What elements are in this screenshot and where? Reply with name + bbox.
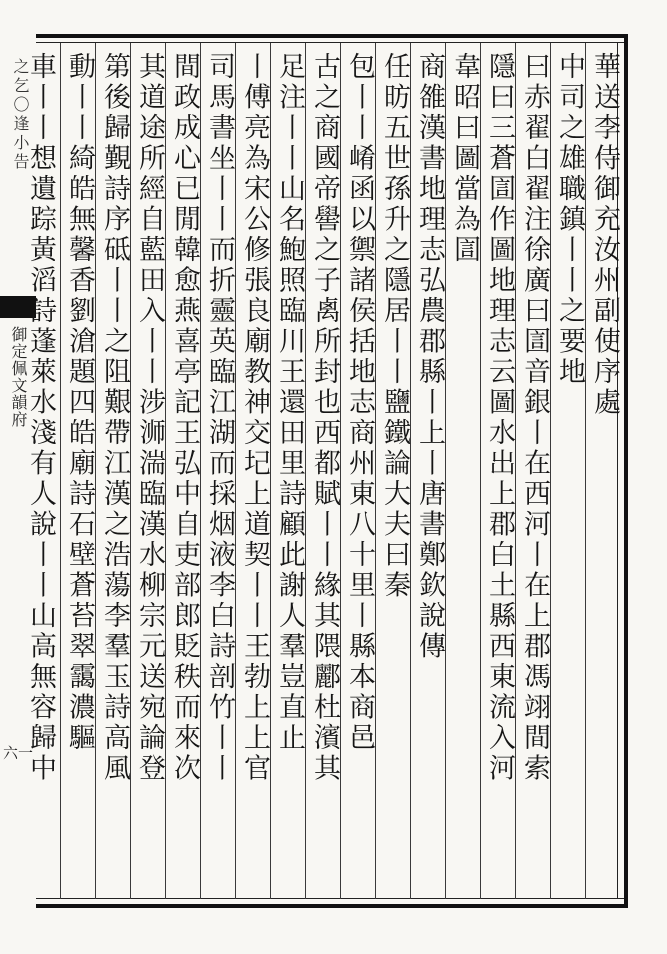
text-column-5: 韋昭曰圖當為圁: [449, 52, 480, 266]
text-column-13: 間政成心已閒韓愈燕喜亭記王弘中自吏部郎貶秩而來次: [169, 52, 200, 784]
text-column-10: 足注丨丨山名鮑照臨川王還田里詩顧此謝人羣豈直止: [274, 52, 305, 754]
text-column-2: 中司之雄職鎮丨丨之要地: [554, 52, 585, 388]
text-column-11: 丨傅亮為宋公修張良廟教神交圮上道契丨丨王勃上上官: [239, 52, 270, 784]
text-column-3: 曰赤翟白翟注徐廣曰圁音銀丨在西河丨在上郡馮翊間索: [519, 52, 550, 784]
text-column-6: 商雒漢書地理志弘農郡縣丨上丨唐書鄭欽說傳: [414, 52, 445, 662]
text-column-7: 任昉五世孫升之隱居丨丨鹽鐵論大夫曰秦: [379, 52, 410, 601]
text-column-17: 車丨丨想遺踪黃滔詩蓬萊水淺有人說丨丨山高無容歸中: [25, 52, 56, 784]
book-title: 御定佩文韻府: [9, 326, 28, 428]
frame-bottom-rule: [36, 904, 628, 908]
text-column-12: 司馬書坐丨丨而折靈英臨江湖而採烟液李白詩剖竹丨丨: [204, 52, 235, 784]
frame-bottom-inner-rule: [36, 898, 628, 899]
gutter-top-text: 之乞〇逢小告: [11, 58, 30, 172]
frame-top-rule: [36, 34, 628, 38]
text-column-16: 動丨丨綺皓無馨香劉滄題四皓廟詩石壁蒼苔翠靄濃驅: [64, 52, 95, 754]
text-column-4: 隱曰三蒼圁作圖地理志云圖水出上郡白土縣西東流入河: [484, 52, 515, 784]
text-column-1: 華送李侍御充汝州副使序處: [589, 52, 620, 418]
text-column-14: 其道途所經自藍田入丨丨涉浉湍臨漢水柳宗元送宛論登: [134, 52, 165, 784]
text-column-8: 包丨丨崤函以禦諸侯括地志商州東八十里丨縣本商邑: [344, 52, 375, 754]
page-number: 六一: [2, 744, 33, 762]
text-column-9: 古之商國帝嚳之子禼所封也西都賦丨丨緣其隈酈杜濱其: [309, 52, 340, 784]
frame-top-inner-rule: [36, 42, 628, 43]
text-column-15: 第後歸覲詩序砥丨丨之阻艱帶江漢之浩蕩李羣玉詩高風: [99, 52, 130, 784]
frame-right-rule: [624, 34, 628, 908]
